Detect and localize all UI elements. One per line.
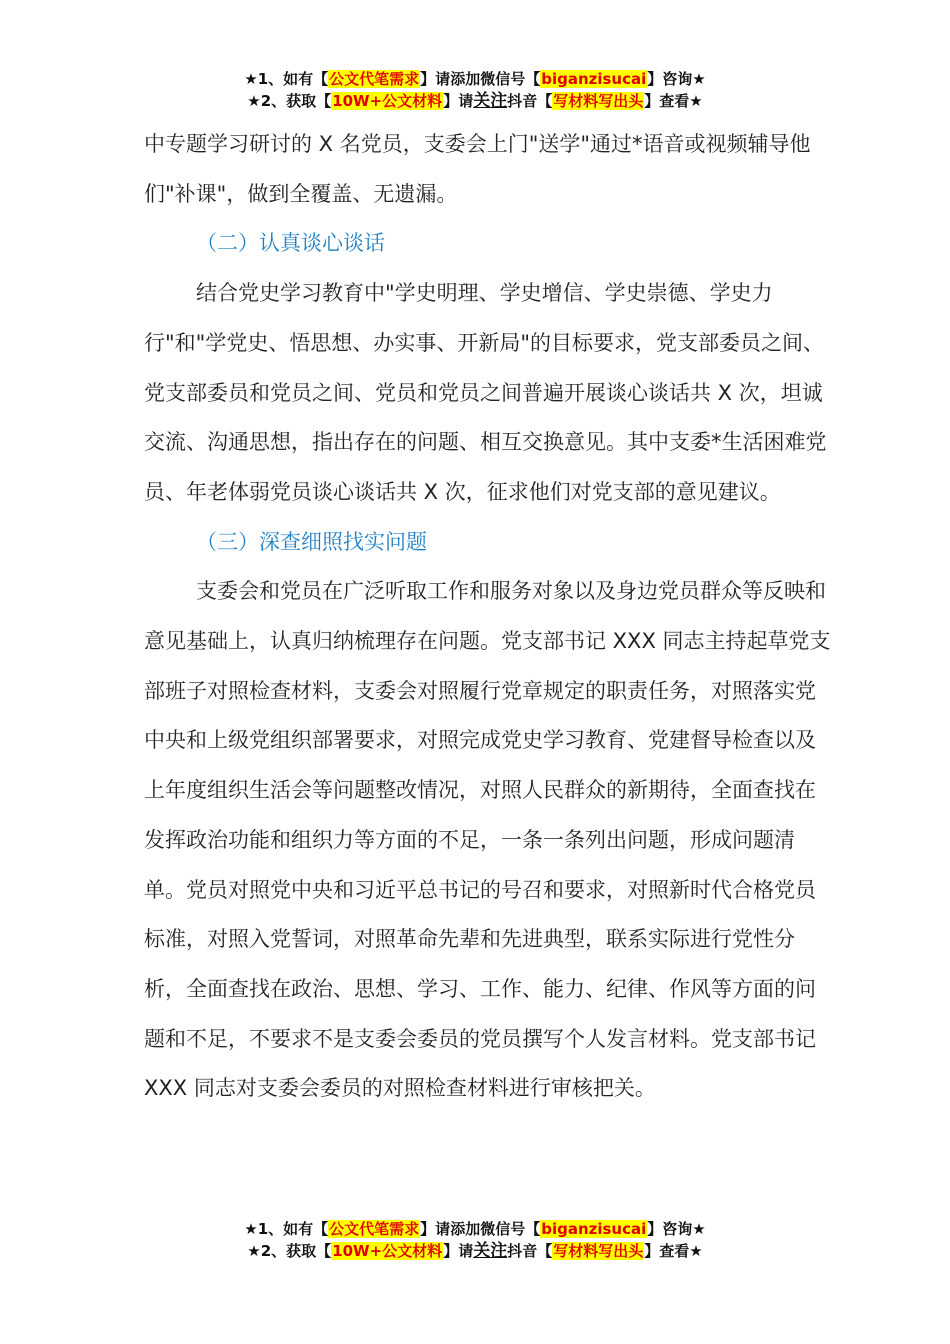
banner-line-1: ★1、如有【公文代笔需求】请添加微信号【biganzisucai】咨询★ (244, 1220, 706, 1238)
paragraph-problems: 支委会和党员在广泛听取工作和服务对象以及身边党员群众等反映和意见基础上，认真归纳梳理存在问题。党支部书记 XXX 同志主持起草党支部班子对照检查材料，支委会对照履行党章规定的职责任务，对照落实党中央和上级党组织部署要求，对照完成党史学习教育、党建督导检查以及上年度组织生活会等问题整改情况，对照人民群众的新期待，全面查找在发挥政治功能和组织力等方面的不足，一条一条列出问题，形成问题清单。党员对照党中央和习近平总书记的号召和要求，对照新时代合格党员标准，对照入党誓词，对照革命先辈和先进典型，联系实际进行党性分析，全面查找在政治、思想、学习、工作、能力、纪律、作风等方面的问题和不足，不要求不是支委会委员的党员撰写个人发言材料。党支部书记 XXX 同志对支委会委员的对照检查材料进行审核把关。 (144, 579, 831, 1101)
header-banner (0, 68, 950, 112)
highlight-wechat-id: biganzisucai (541, 70, 647, 88)
banner-line-2: ★2、获取【10W+公文材料】请关注抖音【写材料写出头】查看★ (247, 1241, 703, 1261)
highlight-service: 公文代笔需求 (329, 1220, 420, 1238)
footer-banner (0, 1218, 950, 1262)
paragraph-talks: 结合党史学习教育中"学史明理、学史增信、学史崇德、学史力行"和"学党史、悟思想、办实事、开新局"的目标要求，党支部委员之间、党支部委员和党员之间、党员和党员之间普遍开展谈心谈话共 X 次，坦诚交流、沟通思想，指出存在的问题、相互交换意见。其中支委*生活困难党员、年老体弱党员谈心谈话共 X 次，征求他们对党支部的意见建议。 (144, 281, 827, 504)
highlight-service: 公文代笔需求 (329, 70, 420, 88)
highlight-douyin: 写材料写出头 (553, 92, 644, 110)
document-body (144, 120, 834, 1114)
highlight-douyin: 写材料写出头 (553, 1242, 644, 1260)
section-heading-2: （二）认真谈心谈话 (196, 231, 385, 256)
banner-line-2: ★2、获取【10W+公文材料】请关注抖音【写材料写出头】查看★ (247, 91, 703, 111)
highlight-materials: 10W+公文材料 (332, 1242, 443, 1260)
highlight-wechat-id: biganzisucai (541, 1220, 647, 1238)
section-heading-3: （三）深查细照找实问题 (196, 529, 427, 554)
banner-line-1: ★1、如有【公文代笔需求】请添加微信号【biganzisucai】咨询★ (244, 70, 706, 88)
highlight-materials: 10W+公文材料 (332, 92, 443, 110)
paragraph-continuation: 中专题学习研讨的 X 名党员，支委会上门"送学"通过*语音或视频辅导他们"补课"，做到全覆盖、无遗漏。 (144, 132, 811, 206)
